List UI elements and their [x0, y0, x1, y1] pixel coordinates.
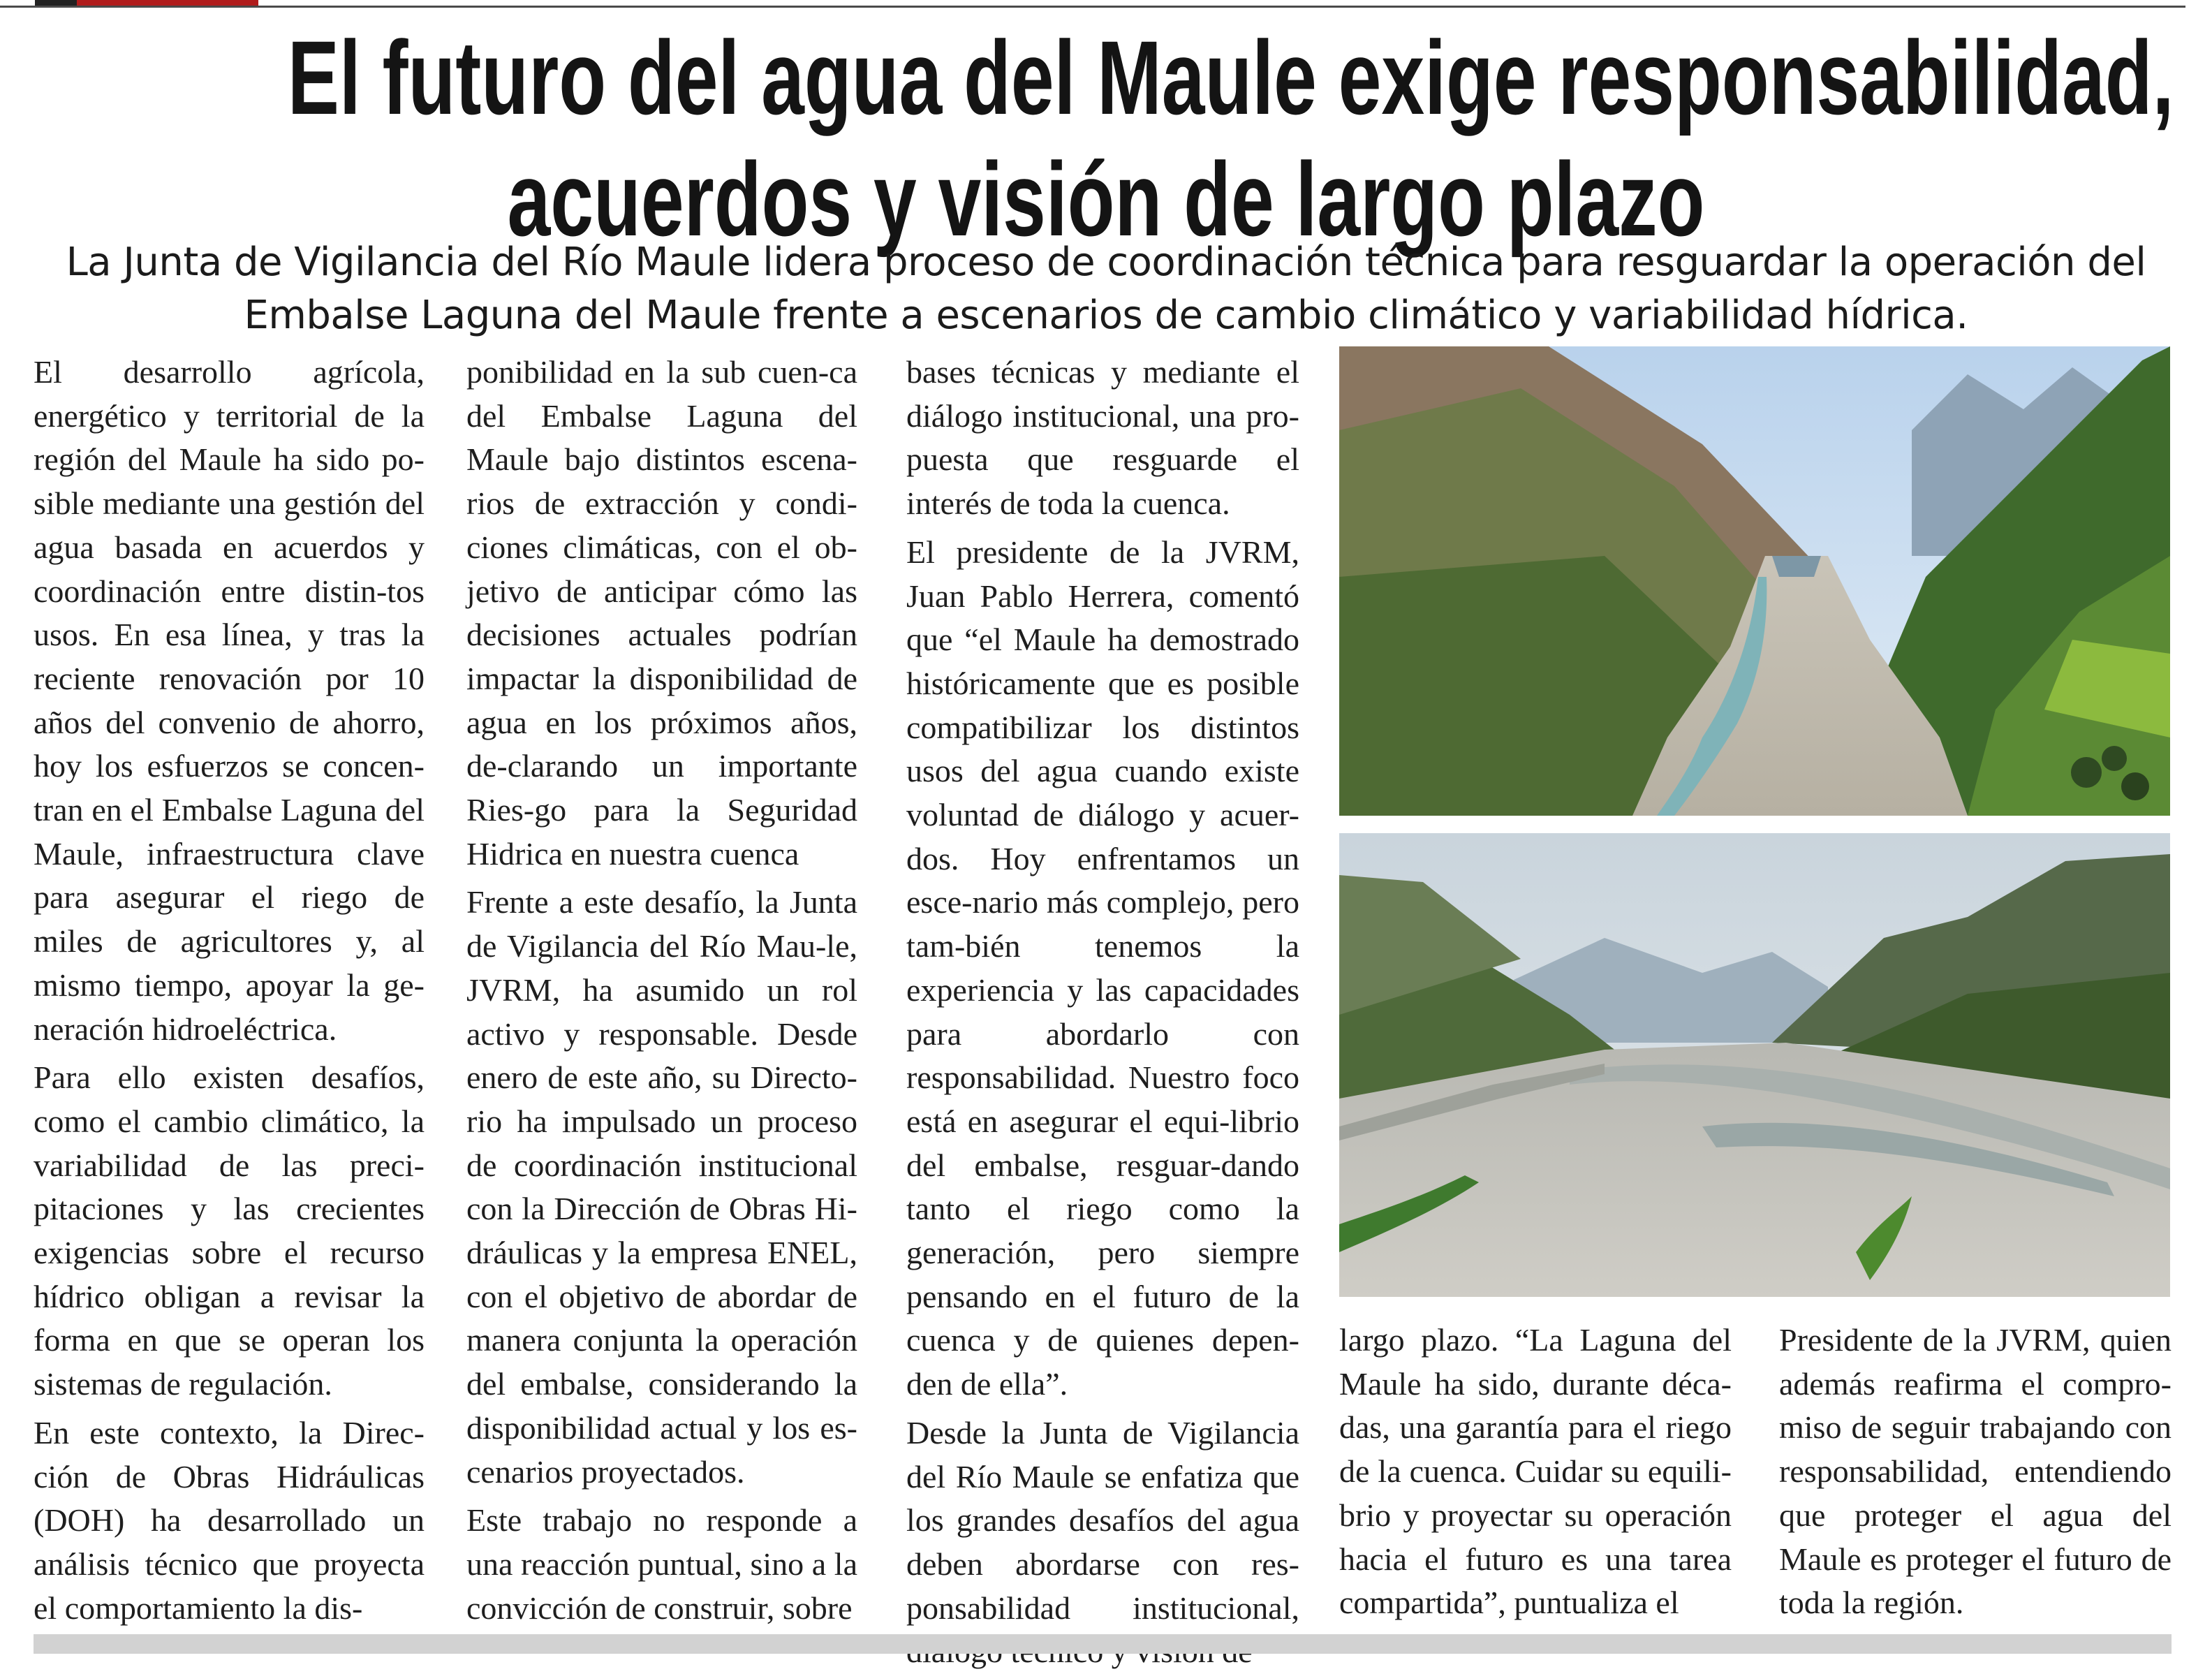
paragraph: El desarrollo agrícola, energético y territorial de la región del Maule ha sido po-sible mediante una gestión del agua basada en acuerdos y coordinación entre distin-tos usos. En esa línea, y tras la reciente renovación por 10 años del convenio de ahorro, hoy los esfuerzos se concen-tran en el Embalse Laguna del Maule, infraestructura clave para asegurar el riego de miles de agricultores y, al mismo tiempo, apoyar la ge-neración hidroeléctrica.: [34, 354, 425, 1047]
paragraph: ponibilidad en la sub cuen-ca del Embalse Laguna del Maule bajo distintos escena-rios de extracción y condi-ciones climáticas, con el ob-jetivo de anticipar cómo las decisiones actuales podrían impactar la disponibilidad de agua en los próximos años, de-clarando un importante Ries-go para la Seguridad Hidrica en nuestra cuenca: [466, 354, 857, 872]
headline-line-2: acuerdos y visión de largo plazo: [507, 140, 1705, 258]
top-rule: [0, 6, 2185, 8]
subheadline: La Junta de Vigilancia del Río Maule lidera proceso de coordinación técnica para resguardar la operación del Embalse Laguna del Maule frente a escenarios de cambio climático y variabilidad hídrica.: [66, 240, 2146, 338]
article-column-5: [1779, 1319, 2172, 1625]
article-column-1: [34, 351, 425, 1630]
paragraph: Este trabajo no responde a una reacción puntual, sino a la convicción de construir, sobre: [466, 1502, 857, 1626]
article-column-4: [1339, 1319, 1732, 1625]
photo-riverbed-aerial: [1339, 833, 2170, 1297]
paragraph: bases técnicas y mediante el diálogo institucional, una pro-puesta que resguarde el interés de toda la cuenca.: [906, 354, 1299, 522]
paragraph: Para ello existen desafíos, como el cambio climático, la variabilidad de las preci-pitaciones y las crecientes exigencias sobre el recurso hídrico obligan a revisar la forma en que se operan los sistemas de regulación.: [34, 1059, 425, 1402]
paragraph: largo plazo. “La Laguna del Maule ha sido, durante déca-das, una garantía para el riego de la cuenca. Cuidar su equili-brio y proyectar su operación hacia el futuro es una tarea compartida”, puntualiza el: [1339, 1322, 1732, 1621]
paragraph: En este contexto, la Direc-ción de Obras Hidráulicas (DOH) ha desarrollado un análisis técnico que proyecta el comportamiento la dis-: [34, 1414, 425, 1626]
article-column-3: [906, 351, 1299, 1674]
footer-bar: [34, 1634, 2172, 1654]
photo-river-valley: [1339, 346, 2170, 816]
paragraph: Frente a este desafío, la Junta de Vigilancia del Río Mau-le, JVRM, ha asumido un rol activo y responsable. Desde enero de este año, su Directo-rio ha impulsado un proceso de coordinación institucional con la Dirección de Obras Hi-dráulicas y la empresa ENEL, con el objetivo de abordar de manera conjunta la operación del embalse, considerando la disponibilidad actual y los es-cenarios proyectados.: [466, 884, 857, 1490]
headline-line-1: El futuro del agua del Maule exige responsabilidad,: [287, 19, 2174, 136]
paragraph: Presidente de la JVRM, quien además reafirma el compro-miso de seguir trabajando con responsabilidad, entendiendo que proteger el agua del Maule es proteger el futuro de toda la región.: [1779, 1322, 2172, 1621]
headline: [0, 19, 2212, 258]
article-column-2: [466, 351, 857, 1630]
paragraph: Desde la Junta de Vigilancia del Río Maule se enfatiza que los grandes desafíos del agua deben abordarse con res-ponsabilidad institucional,: [906, 1414, 1299, 1626]
paragraph: El presidente de la JVRM, Juan Pablo Herrera, comentó que “el Maule ha demostrado históricamente que es posible compatibilizar los distintos usos del agua cuando existe voluntad de diálogo y acuer-dos. Hoy enfrentamos un esce-nario más complejo, pero tam-bién tenemos la experiencia y las capacidades para abordarlo con responsabilidad. Nuestro foco está en asegurar el equi-librio del embalse, resguar-dando tanto el riego como la generación, pero siempre pensando en el futuro de la cuenca y de quienes depen-den de ella”.: [906, 534, 1299, 1402]
